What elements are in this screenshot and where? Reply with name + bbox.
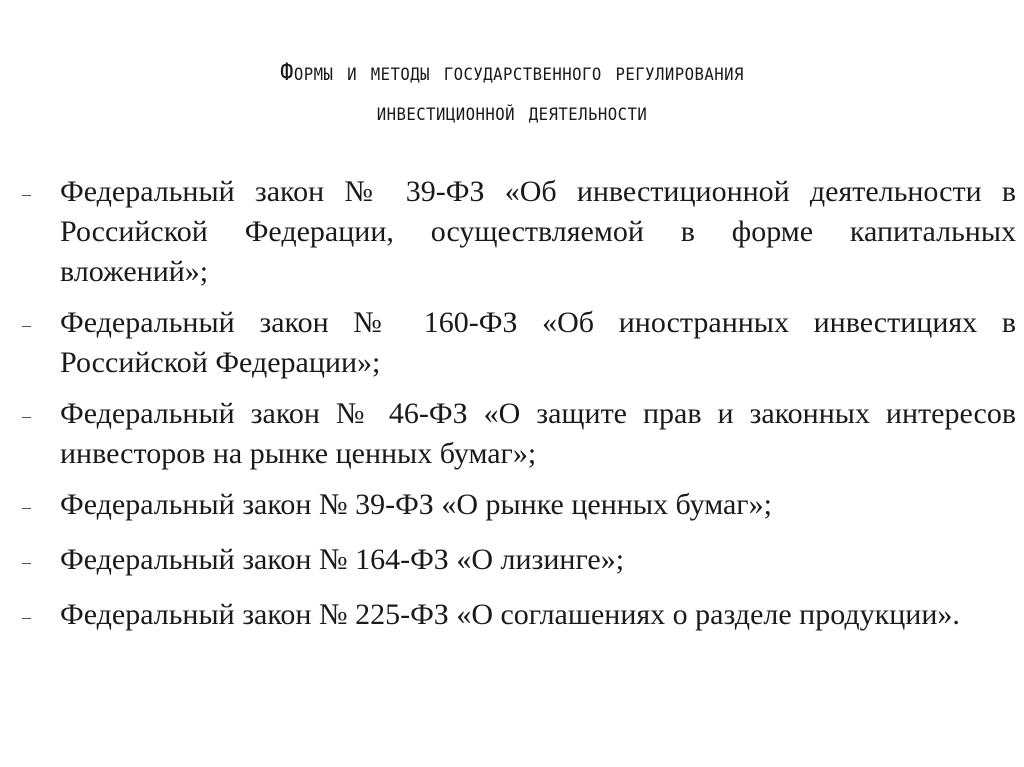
bullet-dash: – — [22, 607, 31, 627]
bullet-dash: – — [22, 497, 31, 517]
slide-title-line-2: инвестиционной деятельности — [376, 98, 648, 126]
list-item — [22, 595, 1016, 639]
list-item-text: Федеральный закон № 160-ФЗ «Об иностранных инвестициях в Российской Федерации»; — [60, 306, 1016, 379]
bullet-dash: – — [22, 315, 31, 335]
list-item — [22, 485, 1016, 529]
slide-title-line-1: Формы и методы государственного регулирования — [280, 58, 744, 86]
bullet-dash: – — [22, 552, 31, 572]
list-item-text: Федеральный закон № 46-ФЗ «О защите прав и законных интересов инвесторов на рынке ценных бумаг»; — [60, 397, 1016, 470]
bullet-dash: – — [22, 406, 31, 426]
slide-title — [41, 52, 983, 132]
list-item — [22, 172, 1016, 292]
list-item — [22, 394, 1016, 474]
list-item-text: Федеральный закон № 164-ФЗ «О лизинге»; — [60, 543, 625, 576]
list-item-text: Федеральный закон № 225-ФЗ «О соглашениях о разделе продукции». — [60, 598, 960, 631]
law-list — [22, 172, 1016, 650]
list-item-text: Федеральный закон № 39-ФЗ «Об инвестиционной деятельности в Российской Федерации, осуществляемой в форме капитальных вложений»; — [60, 175, 1016, 288]
list-item-text: Федеральный закон № 39-ФЗ «О рынке ценных бумаг»; — [60, 488, 772, 521]
bullet-dash: – — [22, 184, 31, 204]
list-item — [22, 303, 1016, 383]
list-item — [22, 540, 1016, 584]
